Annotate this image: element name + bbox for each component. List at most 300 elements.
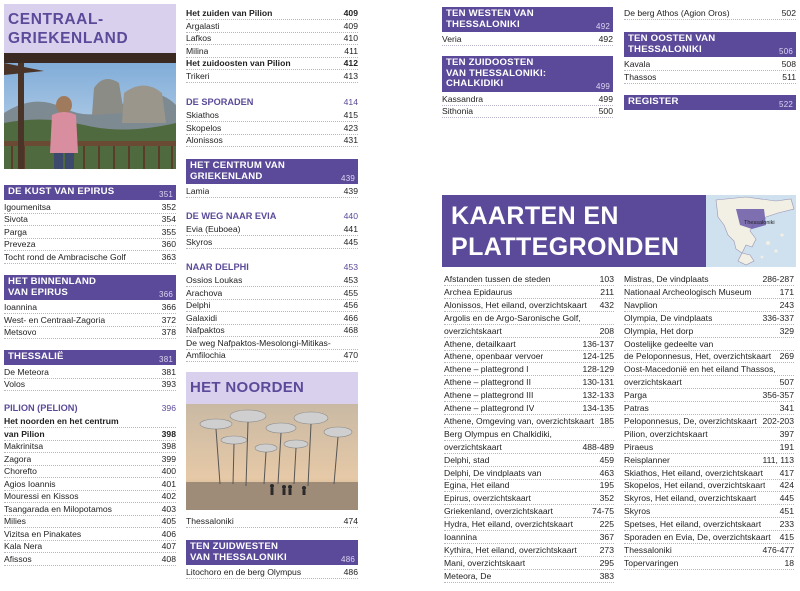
- toc-entry-title: Skopelos: [186, 122, 222, 133]
- toc-entry-title: Het zuidoosten van Pilion: [186, 58, 291, 68]
- map-entry-title: de Peloponnesus, Het, overzichtskaart: [624, 351, 772, 362]
- toc-entry-title: Mouressi en Kissos: [4, 491, 79, 501]
- section-heading-text: VAN THESSALONIKI: [190, 551, 287, 563]
- toc-entry[interactable]: [4, 415, 176, 427]
- map-entry-title: Oost-Macedonië en het eiland Thassos,: [624, 364, 776, 375]
- row-divider: [442, 45, 613, 46]
- toc-entry[interactable]: [186, 299, 358, 311]
- map-entry[interactable]: [444, 544, 614, 556]
- map-entry-page: 367: [599, 532, 614, 542]
- toc-entry-title: Parga: [4, 226, 27, 237]
- map-entry[interactable]: [444, 454, 614, 466]
- toc-entry[interactable]: [4, 251, 176, 263]
- map-entry-title: Sporaden en Evia, De, overzichtskaart: [624, 532, 771, 542]
- toc-entry-page: 354: [161, 214, 176, 224]
- map-entry-page: 507: [779, 377, 794, 388]
- map-entry[interactable]: [444, 479, 614, 491]
- section-heading[interactable]: [186, 262, 358, 272]
- toc-entry-title: Igoumenitsa: [4, 201, 51, 212]
- map-entry-title: Topervaringen: [624, 557, 679, 568]
- toc-entry[interactable]: [4, 540, 176, 552]
- section-page: 396: [161, 403, 176, 413]
- toc-entry-title: Lamia: [186, 186, 210, 196]
- toc-entry-title: Sithonia: [442, 106, 474, 116]
- toc-entry-page: 470: [343, 350, 358, 360]
- map-entry[interactable]: [624, 415, 794, 427]
- row-divider: [186, 82, 358, 83]
- map-entry-page: 286-287: [762, 274, 794, 284]
- toc-entry[interactable]: [4, 515, 176, 527]
- toc-entry-title: Argalasti: [186, 20, 220, 31]
- map-entry[interactable]: [624, 467, 794, 479]
- map-entry-title: Skiathos, Het eiland, overzichtskaart: [624, 467, 763, 478]
- map-entry[interactable]: [444, 299, 614, 311]
- map-entry-title: Athene, openbaar vervoer: [444, 351, 544, 362]
- row-divider: [4, 565, 176, 566]
- toc-entry-page: 410: [343, 33, 358, 43]
- map-entry-page: 211: [600, 286, 614, 297]
- toc-entry[interactable]: [186, 324, 358, 336]
- map-entry-title: Reisplanner: [624, 454, 670, 465]
- toc-entry-title: Nafpaktos: [186, 325, 225, 335]
- toc-entry-title: Milies: [4, 516, 26, 526]
- section-heading[interactable]: [186, 159, 358, 184]
- map-entry-title: Ioannina: [444, 532, 477, 542]
- toc-entry[interactable]: [186, 32, 358, 44]
- section-page: 381: [159, 354, 173, 364]
- toc-entry-title: Kala Nera: [4, 541, 43, 551]
- toc-entry[interactable]: [4, 314, 176, 326]
- toc-entry-title: Veria: [442, 34, 462, 44]
- umbrellas-photo: [186, 404, 358, 510]
- section-page: 453: [343, 262, 358, 272]
- toc-entry-page: 352: [161, 201, 176, 212]
- section-heading-text: HET BINNENLAND: [8, 276, 97, 287]
- map-entry[interactable]: [444, 312, 614, 324]
- toc-entry[interactable]: [186, 45, 358, 57]
- toc-entry-page: 378: [161, 327, 176, 337]
- map-entry-page: 445: [779, 493, 794, 504]
- section-heading-text: PILION (PELION): [4, 403, 78, 413]
- toc-entry-page: 360: [161, 239, 176, 249]
- toc-entry[interactable]: [4, 490, 176, 502]
- toc-entry[interactable]: [4, 301, 176, 313]
- map-entry[interactable]: [444, 441, 614, 453]
- map-entry[interactable]: [444, 338, 614, 350]
- toc-entry-page: 399: [161, 453, 176, 464]
- toc-entry[interactable]: [624, 7, 796, 19]
- toc-entry-title: Metsovo: [4, 327, 37, 337]
- toc-entry[interactable]: [4, 326, 176, 338]
- map-entry-title: Peloponnesus, De, overzichtskaart: [624, 415, 757, 426]
- map-entry[interactable]: [624, 299, 794, 311]
- toc-entry[interactable]: [4, 465, 176, 477]
- toc-entry-title: Litochoro en de berg Olympus: [186, 567, 302, 577]
- toc-entry[interactable]: [442, 93, 613, 105]
- row-divider: [4, 390, 176, 391]
- map-entry-page: 191: [779, 441, 794, 452]
- map-entry[interactable]: [444, 467, 614, 479]
- toc-entry-page: 398: [161, 428, 176, 439]
- section-heading-text: DE WEG NAAR EVIA: [186, 211, 277, 221]
- toc-entry-page: 468: [343, 325, 358, 335]
- map-entry-page: 432: [599, 299, 614, 310]
- guide-title: CENTRAAL- GRIEKENLAND: [8, 11, 129, 47]
- map-entry[interactable]: [624, 402, 794, 414]
- row-divider: [186, 578, 358, 579]
- toc-entry-page: 502: [781, 8, 796, 18]
- map-entry-page: 488-489: [582, 441, 614, 452]
- map-entry-page: 208: [599, 325, 614, 336]
- section-page: 486: [341, 555, 355, 564]
- toc-entry-title: West- en Centraal-Zagoria: [4, 314, 106, 325]
- map-entry-title: Thessaloniki: [624, 544, 672, 555]
- map-entry[interactable]: [624, 492, 794, 504]
- row-divider: [186, 361, 358, 362]
- toc-entry-title: Tocht rond de Ambracische Golf: [4, 251, 126, 262]
- toc-entry-page: 398: [161, 441, 176, 451]
- toc-entry-title: Skyros: [186, 236, 213, 247]
- toc-entry-page: 455: [343, 287, 358, 298]
- toc-entry[interactable]: [4, 503, 176, 515]
- map-entry[interactable]: [444, 350, 614, 362]
- map-entry[interactable]: [444, 325, 614, 337]
- map-entry[interactable]: [624, 428, 794, 440]
- map-entry-page: 134-135: [582, 403, 614, 413]
- toc-entry-page: 508: [781, 59, 796, 69]
- toc-entry-title: Evia (Euboea): [186, 224, 241, 234]
- toc-entry[interactable]: [186, 122, 358, 134]
- map-entry[interactable]: [624, 479, 794, 491]
- map-entry[interactable]: [624, 312, 794, 324]
- toc-entry-page: 499: [598, 93, 613, 104]
- toc-entry-page: 439: [343, 186, 358, 196]
- section-heading[interactable]: [186, 540, 358, 565]
- toc-entry[interactable]: [4, 553, 176, 565]
- map-entry-title: overzichtskaart: [624, 377, 682, 388]
- toc-entry[interactable]: [186, 70, 358, 82]
- toc-entry-page: 413: [343, 70, 358, 81]
- toc-entry[interactable]: [186, 566, 358, 578]
- map-entry[interactable]: [444, 531, 614, 543]
- map-entry[interactable]: [624, 557, 794, 569]
- toc-entry-page: 423: [343, 122, 358, 133]
- section-heading-text: TEN ZUIDWESTEN: [190, 541, 279, 552]
- toc-entry-page: 363: [161, 251, 176, 262]
- map-entry-page: 459: [599, 454, 614, 465]
- section-heading[interactable]: [186, 97, 358, 107]
- toc-entry[interactable]: [186, 223, 358, 235]
- map-entry-page: 383: [599, 570, 614, 581]
- toc-entry[interactable]: [4, 453, 176, 465]
- map-entry-title: Olympia, De vindplaats: [624, 312, 713, 323]
- section-heading-text: TEN ZUIDOOSTEN: [446, 57, 534, 68]
- toc-entry-title: Ioannina: [4, 302, 37, 312]
- toc-entry[interactable]: [4, 478, 176, 490]
- map-entry-title: Skyros: [624, 506, 651, 517]
- section-heading-text: THESSALONIKI: [446, 18, 520, 30]
- toc-entry-title: Kavala: [624, 59, 651, 69]
- map-entry[interactable]: [444, 557, 614, 569]
- map-entry[interactable]: [444, 570, 614, 582]
- toc-entry-title: Afissos: [4, 553, 32, 564]
- toc-entry-page: 355: [161, 226, 176, 237]
- map-entry-title: Piraeus: [624, 441, 654, 452]
- toc-entry-page: 412: [343, 58, 358, 68]
- toc-entry-title: Lafkos: [186, 33, 212, 43]
- toc-entry[interactable]: [186, 57, 358, 69]
- map-entry-page: 295: [599, 557, 614, 568]
- map-entry-title: Griekenland, overzichtskaart: [444, 506, 553, 517]
- section-heading[interactable]: [4, 403, 176, 413]
- map-entry-title: Kythira, Het eiland, overzichtskaart: [444, 544, 577, 555]
- toc-entry[interactable]: [4, 440, 176, 452]
- map-entry-page: 124-125: [582, 351, 614, 362]
- section-heading[interactable]: [624, 95, 796, 110]
- row-divider: [624, 19, 796, 20]
- map-entry-title: Delphi, stad: [444, 454, 490, 465]
- map-entry-page: 195: [599, 480, 614, 491]
- map-entry-page: 233: [779, 519, 794, 530]
- map-entry-page: 171: [779, 286, 794, 297]
- map-entry-title: Parga: [624, 390, 647, 401]
- map-entry-page: 128-129: [582, 364, 614, 375]
- toc-entry-title: De weg Nafpaktos-Mesolongi-Mitikas-: [186, 337, 331, 348]
- toc-entry-page: 402: [161, 491, 176, 501]
- map-entry[interactable]: [624, 544, 794, 556]
- map-entry[interactable]: [444, 402, 614, 414]
- section-heading-text: DE KUST VAN EPIRUS: [8, 186, 115, 197]
- map-entry-page: 424: [779, 480, 794, 491]
- map-entry[interactable]: [624, 441, 794, 453]
- map-entry-title: Mani, overzichtskaart: [444, 557, 526, 568]
- section-page: 522: [779, 99, 793, 109]
- toc-entry-page: 405: [161, 516, 176, 526]
- map-entry[interactable]: [444, 428, 614, 440]
- map-entry[interactable]: [444, 286, 614, 298]
- toc-entry[interactable]: [186, 134, 358, 146]
- section-heading-text: THESSALIË: [8, 351, 64, 362]
- map-entry-page: 74-75: [592, 506, 614, 517]
- row-divider: [186, 527, 358, 528]
- section-heading[interactable]: [442, 56, 613, 92]
- toc-entry-page: 411: [344, 45, 358, 56]
- section-page: 492: [596, 22, 610, 31]
- toc-entry-page: 466: [343, 312, 358, 323]
- map-entry-page: 269: [779, 351, 794, 362]
- section-page: 506: [779, 47, 793, 56]
- map-entry-title: Alonissos, Het eiland, overzichtskaart: [444, 299, 587, 310]
- toc-entry-page: 492: [598, 34, 613, 44]
- toc-entry[interactable]: [4, 366, 176, 378]
- toc-entry-title: Thessaloniki: [186, 516, 234, 526]
- row-divider: [186, 197, 358, 198]
- toc-entry[interactable]: [624, 58, 796, 70]
- greece-map-inset: [706, 195, 796, 267]
- toc-entry-page: 401: [161, 478, 176, 489]
- toc-entry-page: 381: [161, 366, 176, 377]
- map-entry-title: Mistras, De vindplaats: [624, 274, 709, 284]
- toc-entry[interactable]: [186, 20, 358, 32]
- toc-entry-title: Ossios Loukas: [186, 275, 243, 285]
- row-divider: [444, 582, 614, 583]
- section-heading[interactable]: [442, 7, 613, 32]
- map-entry-page: 132-133: [582, 390, 614, 401]
- map-entry-page: 111, 113: [762, 454, 794, 465]
- map-entry-page: 202-203: [762, 415, 794, 426]
- map-entry[interactable]: [624, 286, 794, 298]
- map-entry[interactable]: [624, 454, 794, 466]
- map-entry-page: 352: [599, 493, 614, 504]
- map-entry[interactable]: [444, 518, 614, 530]
- map-entry-title: Meteora, De: [444, 570, 492, 581]
- map-entry-title: Archea Epidaurus: [444, 286, 513, 297]
- map-entry-title: Oostelijke gedeelte van: [624, 338, 714, 349]
- toc-entry-page: 486: [343, 567, 358, 577]
- toc-entry-title: Amfilochia: [186, 350, 226, 360]
- map-entry-page: 415: [779, 532, 794, 542]
- toc-entry[interactable]: [4, 201, 176, 213]
- map-entry-page: 18: [784, 557, 794, 568]
- map-entry-title: Navplion: [624, 299, 658, 310]
- toc-entry[interactable]: [186, 349, 358, 361]
- map-entry-title: Skyros, Het eiland, overzichtskaart: [624, 493, 757, 504]
- map-entry[interactable]: [624, 338, 794, 350]
- toc-entry-page: 366: [161, 302, 176, 312]
- toc-entry-title: Alonissos: [186, 135, 223, 145]
- map-entry-title: Patras: [624, 403, 649, 413]
- map-entry[interactable]: [624, 363, 794, 375]
- map-entry[interactable]: [444, 505, 614, 517]
- map-entry[interactable]: [624, 531, 794, 543]
- map-entry-title: Athene – plattegrond III: [444, 390, 534, 401]
- section-heading[interactable]: [186, 211, 358, 221]
- section-heading-text: THESSALONIKI: [628, 43, 702, 55]
- toc-entry-page: 456: [343, 300, 358, 310]
- toc-entry[interactable]: [186, 515, 358, 527]
- meteora-photo: [4, 53, 176, 169]
- toc-entry[interactable]: [186, 287, 358, 299]
- noorden-title: HET NOORDEN: [190, 379, 305, 396]
- section-heading[interactable]: [4, 275, 176, 300]
- section-heading[interactable]: [4, 350, 176, 365]
- map-entry[interactable]: [444, 376, 614, 388]
- map-entry[interactable]: [624, 350, 794, 362]
- toc-entry[interactable]: [4, 428, 176, 440]
- section-page: 440: [343, 211, 358, 221]
- toc-entry-title: Delphi: [186, 300, 211, 310]
- toc-entry[interactable]: [442, 33, 613, 45]
- map-entry[interactable]: [624, 389, 794, 401]
- map-entry-page: 336-337: [762, 312, 794, 323]
- row-divider: [186, 248, 358, 249]
- toc-entry-page: 400: [161, 466, 176, 476]
- map-entry-title: Nationaal Archeologisch Museum: [624, 286, 752, 297]
- toc-entry-title: Zagora: [4, 453, 32, 464]
- section-heading-text: TEN OOSTEN VAN: [628, 33, 716, 44]
- section-heading[interactable]: [624, 32, 796, 57]
- row-divider: [186, 146, 358, 147]
- toc-entry[interactable]: [4, 378, 176, 390]
- map-inset-label: Thessaloniki: [744, 220, 775, 226]
- toc-entry-title: Arachova: [186, 287, 223, 298]
- map-entry[interactable]: [624, 273, 794, 285]
- toc-entry[interactable]: [4, 528, 176, 540]
- section-heading-text: TEN WESTEN VAN: [446, 8, 534, 19]
- map-entry[interactable]: [624, 376, 794, 388]
- map-entry-title: Athene – plattegrond II: [444, 377, 531, 388]
- section-page: 351: [159, 189, 173, 199]
- toc-entry[interactable]: [442, 105, 613, 117]
- map-entry[interactable]: [444, 389, 614, 401]
- section-heading-text: CHALKIDIKI: [446, 78, 504, 89]
- map-entry[interactable]: [444, 273, 614, 285]
- toc-entry[interactable]: [186, 337, 358, 349]
- map-entry[interactable]: [444, 363, 614, 375]
- toc-entry-title: Milina: [186, 45, 209, 56]
- toc-entry[interactable]: [624, 71, 796, 83]
- section-heading[interactable]: [4, 185, 176, 200]
- row-divider: [4, 263, 176, 264]
- toc-entry-page: 474: [343, 516, 358, 526]
- toc-entry-title: Skiathos: [186, 110, 219, 120]
- toc-entry[interactable]: [186, 185, 358, 197]
- map-entry-title: Spetses, Het eiland, overzichtskaart: [624, 519, 762, 530]
- map-entry-page: 273: [599, 544, 614, 555]
- map-entry-title: Delphi, De vindplaats van: [444, 467, 542, 478]
- toc-entry[interactable]: [186, 274, 358, 286]
- toc-entry-page: 403: [161, 503, 176, 514]
- toc-entry-title: Vizitsa en Pinakates: [4, 528, 82, 539]
- toc-entry[interactable]: [186, 7, 358, 19]
- toc-entry[interactable]: [186, 312, 358, 324]
- section-heading-text: VAN EPIRUS: [8, 286, 68, 298]
- map-entry[interactable]: [624, 518, 794, 530]
- toc-entry[interactable]: [4, 213, 176, 225]
- map-entry-page: 463: [599, 467, 614, 478]
- map-entry[interactable]: [444, 415, 614, 427]
- toc-entry-page: 500: [598, 106, 613, 116]
- toc-entry[interactable]: [186, 109, 358, 121]
- toc-entry[interactable]: [186, 236, 358, 248]
- section-heading-text: NAAR DELPHI: [186, 262, 249, 272]
- map-entry[interactable]: [444, 492, 614, 504]
- map-entry-title: Hydra, Het eiland, overzichtskaart: [444, 519, 573, 530]
- map-entry-page: 225: [599, 519, 614, 530]
- row-divider: [624, 569, 794, 570]
- map-entry[interactable]: [624, 505, 794, 517]
- toc-entry-page: 441: [343, 224, 358, 234]
- row-divider: [442, 117, 613, 118]
- map-entry-title: Argolis en de Argo-Saronische Golf,: [444, 312, 581, 323]
- row-divider: [4, 338, 176, 339]
- toc-entry[interactable]: [4, 226, 176, 238]
- section-heading-text: GRIEKENLAND: [190, 170, 263, 182]
- toc-entry-title: Sivota: [4, 214, 28, 224]
- map-entry[interactable]: [624, 325, 794, 337]
- map-entry-title: Afstanden tussen de steden: [444, 274, 551, 284]
- toc-entry-page: 453: [343, 275, 358, 285]
- map-entry-title: Athene – plattegrond IV: [444, 403, 535, 413]
- toc-entry-page: 409: [343, 20, 358, 31]
- toc-entry-title: Volos: [4, 379, 26, 389]
- toc-entry-page: 393: [161, 379, 176, 389]
- toc-entry[interactable]: [4, 238, 176, 250]
- map-entry-title: Egina, Het eiland: [444, 480, 510, 491]
- toc-entry-page: 415: [343, 110, 358, 120]
- map-entry-page: 130-131: [582, 377, 614, 388]
- map-entry-title: Pilion, overzichtskaart: [624, 428, 708, 439]
